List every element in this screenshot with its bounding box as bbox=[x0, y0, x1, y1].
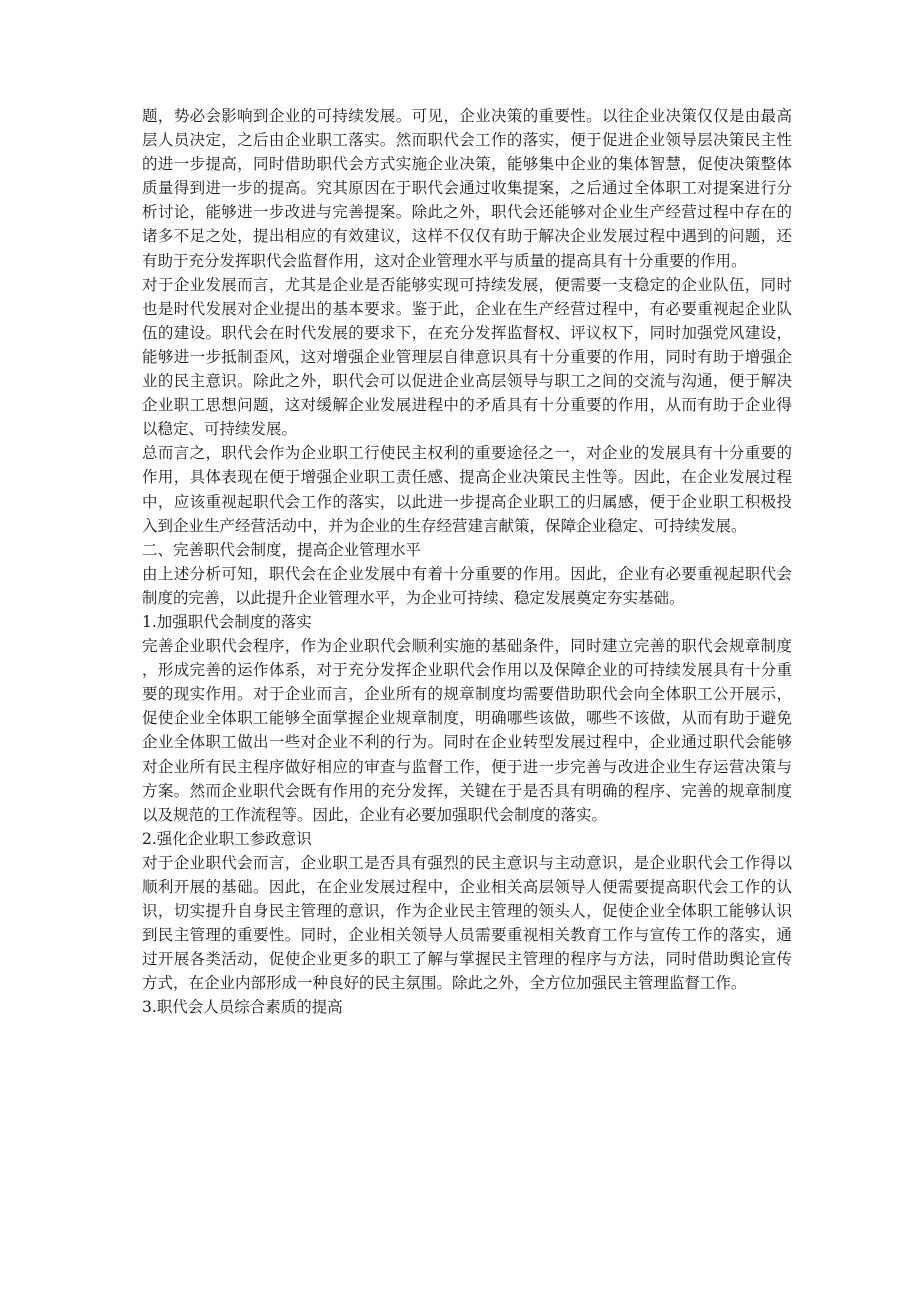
body-paragraph: 对于企业职代会而言，企业职工是否具有强烈的民主意识与主动意识，是企业职代会工作得以顺利开展的基础。因此，在企业发展过程中，企业相关高层领导人便需要提高职代会工作的认识，切实提升自身民主管理的意识，作为企业民主管理的领头人，促使企业全体职工能够认识到民主管理的重要性。同时，企业相关领导人员需要重视相关教育工作与宣传工作的落实，通过开展各类活动，促使企业更多的职工了解与掌握民主管理的程序与方法，同时借助舆论宣传方式，在企业内部形成一种良好的民主氛围。除此之外，全方位加强民主管理监督工作。 bbox=[142, 853, 792, 993]
body-paragraph: 题，势必会影响到企业的可持续发展。可见，企业决策的重要性。以往企业决策仅仅是由最高层人员决定，之后由企业职工落实。然而职代会工作的落实，便于促进企业领导层决策民主性的进一步提高，同时借助职代会方式实施企业决策，能够集中企业的集体智慧，促使决策整体质量得到进一步的提高。究其原因在于职代会通过收集提案，之后通过全体职工对提案进行分析讨论，能够进一步改进与完善提案。除此之外，职代会还能够对企业生产经营过程中存在的诸多不足之处，提出相应的有效建议，这样不仅仅有助于解决企业发展过程中遇到的问题，还有助于充分发挥职代会监督作用，这对企业管理水平与质量的提高具有十分重要的作用。 bbox=[142, 107, 792, 270]
body-paragraph: 对于企业发展而言，尤其是企业是否能够实现可持续发展，便需要一支稳定的企业队伍，同时也是时代发展对企业提出的基本要求。鉴于此，企业在生产经营过程中，有必要重视起企业队伍的建设。职代会在时代发展的要求下，在充分发挥监督权、评议权下，同时加强党风建设，能够进一步抵制歪风，这对增强企业管理层自律意识具有十分重要的作用，同时有助于增强企业的民主意识。除此之外，职代会可以促进企业高层领导与职工之间的交流与沟通，便于解决企业职工思想问题，这对缓解企业发展进程中的矛盾具有十分重要的作用，从而有助于企业得以稳定、可持续发展。 bbox=[142, 275, 792, 439]
body-paragraph: 完善企业职代会程序，作为企业职代会顺利实施的基础条件，同时建立完善的职代会规章制度，形成完善的运作体系，对于充分发挥企业职代会作用以及保障企业的可持续发展具有十分重要的现实作用。对于企业而言，企业所有的规章制度均需要借助职代会向全体职工公开展示，促使企业全体职工能够全面掌握企业规章制度，明确哪些该做，哪些不该做，从而有助于避免企业全体职工做出一些对企业不利的行为。同时在企业转型发展过程中，企业通过职代会能够对企业所有民主程序做好相应的审查与监督工作，便于进一步完善与改进企业生存运营决策与方案。然而企业职代会既有作用的充分发挥，关键在于是否具有明确的程序、完善的规章制度以及规范的工作流程等。因此，企业有必要加强职代会制度的落实。 bbox=[142, 637, 792, 824]
body-paragraph: 由上述分析可知，职代会在企业发展中有着十分重要的作用。因此，企业有必要重视起职代会制度的完善，以此提升企业管理水平，为企业可持续、稳定发展奠定夯实基础。 bbox=[142, 564, 792, 607]
document-page bbox=[142, 104, 792, 1020]
subsection-heading: 3.职代会人员综合素质的提高 bbox=[142, 998, 343, 1017]
subsection-heading: 2.强化企业职工参政意识 bbox=[142, 829, 312, 848]
subsection-heading: 1.加强职代会制度的落实 bbox=[142, 612, 312, 631]
body-paragraph: 总而言之，职代会作为企业职工行使民主权利的重要途径之一，对企业的发展具有十分重要的作用，具体表现在便于增强企业职工责任感、提高企业决策民主性等。因此，在企业发展过程中，应该重视起职代会工作的落实，以此进一步提高企业职工的归属感，便于企业职工积极投入到企业生产经营活动中，并为企业的生存经营建言献策，保障企业稳定、可持续发展。 bbox=[142, 444, 792, 535]
section-heading: 二、完善职代会制度，提高企业管理水平 bbox=[142, 540, 422, 559]
